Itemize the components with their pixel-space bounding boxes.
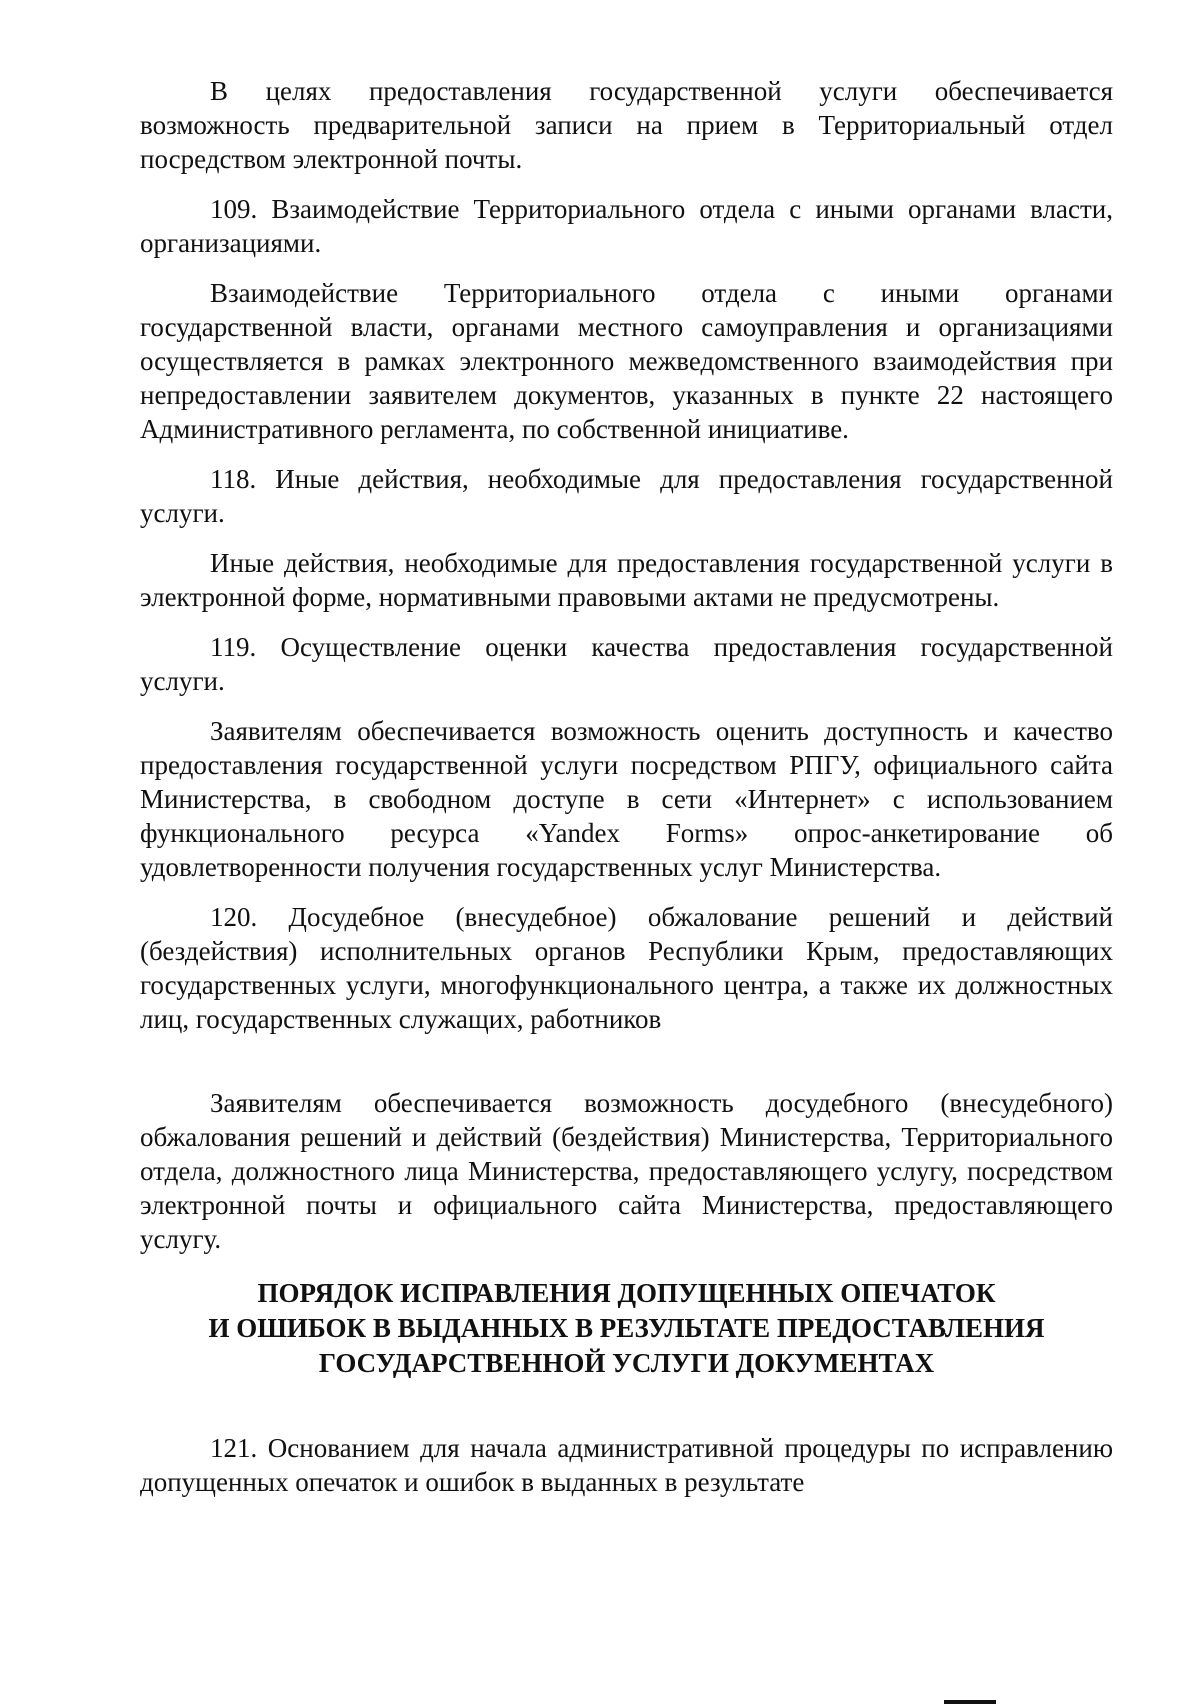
paragraph-interaction: Взаимодействие Территориального отдела с иными органами государственной власти, органами местного самоуправления и организациями осуществляется в рамках электронного межведомственного взаимодействия при непредоставлении заявителем документов, указанных в пункте 22 настоящего Административного регламента, по собственной инициативе. <box>140 278 1113 444</box>
paragraph-item-121: 121. Основанием для начала административной процедуры по исправлению допущенных опечаток и ошибок в выданных в результате <box>140 1433 1113 1497</box>
paragraph-item-119: 119. Осуществление оценки качества предоставления государственной услуги. <box>140 632 1113 696</box>
paragraph-item-120: 120. Досудебное (внесудебное) обжалование решений и действий (бездействия) исполнительных органов Республики Крым, предоставляющих государственных услуги, многофункционального центра, а также их должностных лиц, государственных служащих, работников <box>140 902 1113 1034</box>
paragraph-item-109: 109. Взаимодействие Территориального отдела с иными органами власти, организациями. <box>140 194 1113 258</box>
paragraph-appeal: Заявителям обеспечивается возможность досудебного (внесудебного) обжалования решений и действий (бездействия) Министерства, Территориального отдела, должностного лица Министерства, предоставляющего услугу, посредством электронной почты и официального сайта Министерства, предоставляющего услугу. <box>140 1088 1113 1254</box>
paragraph-quality-assessment: Заявителям обеспечивается возможность оценить доступность и качество предоставления государственной услуги посредством РПГУ, официального сайта Министерства, в свободном доступе в сети «Интернет» с использованием функционального ресурса «Yandex Forms» опрос-анкетирование об удовлетворенности получения государственных услуг Министерства. <box>140 716 1113 882</box>
paragraph-appointment-booking: В целях предоставления государственной услуги обеспечивается возможность предварительной записи на прием в Территориальный отдел посредством электронной почты. <box>140 76 1113 174</box>
page-edge-mark <box>944 1700 996 1704</box>
section-heading: ПОРЯДОК ИСПРАВЛЕНИЯ ДОПУЩЕННЫХ ОПЕЧАТОК И ОШИБОК В ВЫДАННЫХ В РЕЗУЛЬТАТЕ ПРЕДОСТАВЛЕНИЯ ГОСУДАРСТВЕННОЙ УСЛУГИ ДОКУМЕНТАХ <box>208 1278 1045 1378</box>
paragraph-item-118: 118. Иные действия, необходимые для предоставления государственной услуги. <box>140 464 1113 528</box>
paragraph-other-actions: Иные действия, необходимые для предоставления государственной услуги в электронной форме, нормативными правовыми актами не предусмотрены. <box>140 548 1113 612</box>
document-page <box>140 74 1113 1515</box>
